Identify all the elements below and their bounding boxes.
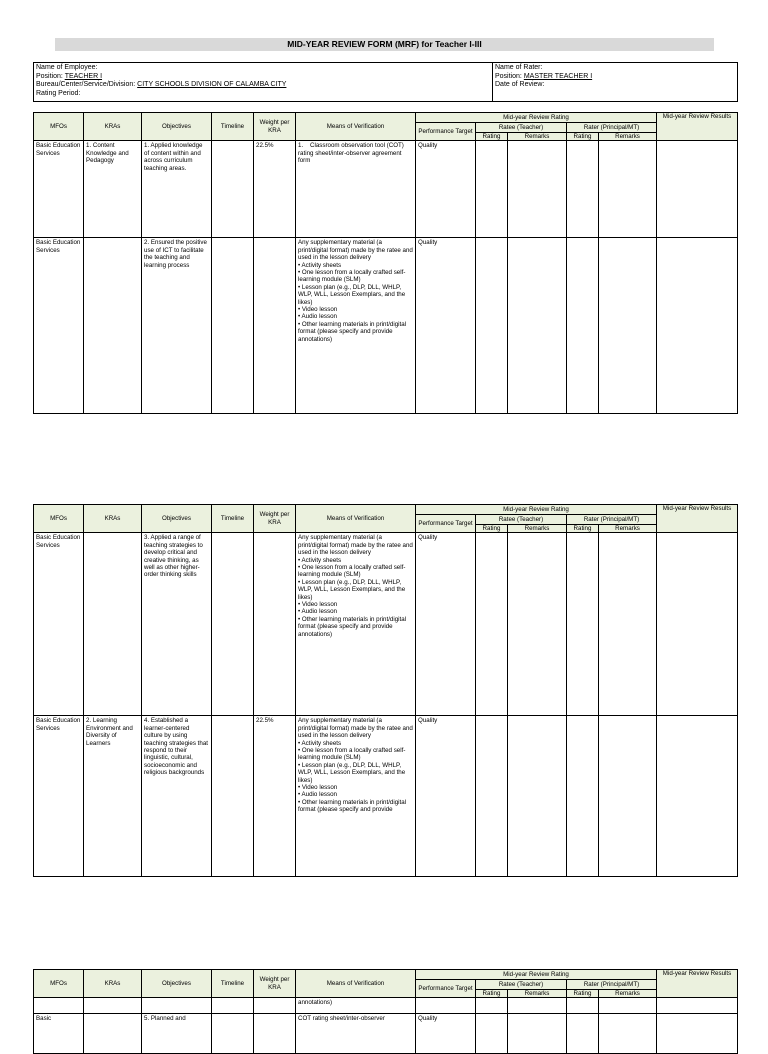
- header-rater-rating: Rating: [567, 133, 599, 141]
- rater-rating-cell[interactable]: [567, 998, 599, 1014]
- rater-remarks-cell[interactable]: [599, 533, 657, 716]
- rater-rating-cell[interactable]: [567, 238, 599, 414]
- weight-cell: [254, 998, 296, 1014]
- table-row: [34, 1014, 738, 1054]
- mov-cell: COT rating sheet/inter-observer: [296, 1014, 416, 1054]
- header-performance-target: Performance Target: [416, 980, 476, 998]
- employee-bureau: Bureau/Center/Service/Division: CITY SCHOOLS DIVISION OF CALAMBA CITY: [36, 81, 287, 88]
- target-cell: [416, 998, 476, 1014]
- header-rater-remarks: Remarks: [599, 990, 657, 998]
- weight-cell: [254, 1014, 296, 1054]
- timeline-cell: [212, 533, 254, 716]
- review-table-1: [33, 112, 738, 414]
- review-date: Date of Review:: [495, 81, 545, 88]
- header-weight: Weight per KRA: [254, 113, 296, 141]
- employee-position: Position: TEACHER I: [36, 72, 103, 80]
- objective-cell: 2. Ensured the positive use of ICT to facilitate the teaching and learning process: [142, 238, 212, 414]
- header-rater-rating: Rating: [567, 525, 599, 533]
- ratee-rating-cell[interactable]: [476, 998, 508, 1014]
- ratee-rating-cell[interactable]: [476, 141, 508, 238]
- rater-remarks-cell[interactable]: [599, 238, 657, 414]
- ratee-remarks-cell[interactable]: [508, 533, 567, 716]
- mfo-cell: Basic Education Services: [34, 238, 84, 414]
- table-row: [34, 716, 738, 877]
- timeline-cell: [212, 716, 254, 877]
- ratee-rating-cell[interactable]: [476, 1014, 508, 1054]
- mfo-cell: Basic Education Services: [34, 716, 84, 877]
- results-cell[interactable]: [657, 1014, 738, 1054]
- header-kras: KRAs: [84, 970, 142, 998]
- rater-remarks-cell[interactable]: [599, 1014, 657, 1054]
- employee-info: [36, 64, 491, 98]
- objective-cell: 4. Established a learner-centered culture by using teaching strategies that respond to their linguistic, cultural, socioeconomic and religious backgrounds: [142, 716, 212, 877]
- mfo-cell: Basic: [34, 1014, 84, 1054]
- rater-rating-cell[interactable]: [567, 141, 599, 238]
- timeline-cell: [212, 141, 254, 238]
- objective-cell: 1. Applied knowledge of content within and across curriculum teaching areas.: [142, 141, 212, 238]
- header-rater: Rater (Principal/MT): [567, 123, 657, 133]
- target-cell: Quality: [416, 238, 476, 414]
- header-rater-remarks: Remarks: [599, 133, 657, 141]
- rater-remarks-cell[interactable]: [599, 998, 657, 1014]
- objective-cell: 5. Planned and: [142, 1014, 212, 1054]
- results-cell[interactable]: [657, 998, 738, 1014]
- objective-cell: [142, 998, 212, 1014]
- kra-cell: [84, 998, 142, 1014]
- header-objectives: Objectives: [142, 505, 212, 533]
- rating-period: Rating Period:: [36, 89, 81, 97]
- kra-cell: [84, 238, 142, 414]
- header-ratee: Ratee (Teacher): [476, 123, 567, 133]
- kra-cell: [84, 533, 142, 716]
- weight-cell: 22.5%: [254, 716, 296, 877]
- header-mid-year-rating: Mid-year Review Rating: [416, 970, 657, 980]
- ratee-remarks-cell[interactable]: [508, 998, 567, 1014]
- target-cell: Quality: [416, 141, 476, 238]
- header-ratee-remarks: Remarks: [508, 133, 567, 141]
- header-kras: KRAs: [84, 113, 142, 141]
- mov-cell: Any supplementary material (a print/digital format) made by the ratee and used in the lesson delivery • Activity sheets • One lesson from a locally crafted self-learning module (SLM) • Lesson plan (e.g., DLP, DLL, WHLP, WLP, WLL, Lesson Exemplars, and the likes) • Video lesson • Audio lesson • Other learning materials in print/digital format (please specify and provide annotations): [296, 533, 416, 716]
- rater-info: [492, 63, 737, 101]
- mfo-cell: Basic Education Services: [34, 141, 84, 238]
- header-weight: Weight per KRA: [254, 505, 296, 533]
- mov-cell: Any supplementary material (a print/digital format) made by the ratee and used in the lesson delivery • Activity sheets • One lesson from a locally crafted self-learning module (SLM) • Lesson plan (e.g., DLP, DLL, WHLP, WLP, WLL, Lesson Exemplars, and the likes) • Video lesson • Audio lesson • Other learning materials in print/digital format (please specify and provide: [296, 716, 416, 877]
- header-objectives: Objectives: [142, 970, 212, 998]
- rater-rating-cell[interactable]: [567, 1014, 599, 1054]
- results-cell[interactable]: [657, 533, 738, 716]
- rater-rating-cell[interactable]: [567, 533, 599, 716]
- results-cell[interactable]: [657, 141, 738, 238]
- header-kras: KRAs: [84, 505, 142, 533]
- header-timeline: Timeline: [212, 505, 254, 533]
- timeline-cell: [212, 238, 254, 414]
- header-performance-target: Performance Target: [416, 123, 476, 141]
- header-rater-rating: Rating: [567, 990, 599, 998]
- ratee-remarks-cell[interactable]: [508, 238, 567, 414]
- table-row: [34, 998, 738, 1014]
- header-mid-year-results: Mid-year Review Results: [657, 970, 738, 998]
- header-ratee-rating: Rating: [476, 990, 508, 998]
- header-objectives: Objectives: [142, 113, 212, 141]
- results-cell[interactable]: [657, 238, 738, 414]
- header-mov: Means of Verification: [296, 970, 416, 998]
- rater-rating-cell[interactable]: [567, 716, 599, 877]
- rater-name: Name of Rater:: [495, 64, 543, 71]
- employee-name: Name of Employee:: [36, 64, 98, 71]
- target-cell: Quality: [416, 533, 476, 716]
- weight-cell: 22.5%: [254, 141, 296, 238]
- header-performance-target: Performance Target: [416, 515, 476, 533]
- timeline-cell: [212, 998, 254, 1014]
- header-ratee-remarks: Remarks: [508, 525, 567, 533]
- mov-cell: Any supplementary material (a print/digital format) made by the ratee and used in the lesson delivery • Activity sheets • One lesson from a locally crafted self-learning module (SLM) • Lesson plan (e.g., DLP, DLL, WHLP, WLP, WLL, Lesson Exemplars, and the likes) • Video lesson • Audio lesson • Other learning materials in print/digital format (please specify and provide annotations): [296, 238, 416, 414]
- header-timeline: Timeline: [212, 113, 254, 141]
- header-rater: Rater (Principal/MT): [567, 980, 657, 990]
- ratee-remarks-cell[interactable]: [508, 1014, 567, 1054]
- target-cell: Quality: [416, 716, 476, 877]
- header-rater-remarks: Remarks: [599, 525, 657, 533]
- mov-cell: annotations): [296, 998, 416, 1014]
- header-ratee: Ratee (Teacher): [476, 980, 567, 990]
- mfo-cell: Basic Education Services: [34, 533, 84, 716]
- ratee-rating-cell[interactable]: [476, 238, 508, 414]
- header-ratee-remarks: Remarks: [508, 990, 567, 998]
- ratee-remarks-cell[interactable]: [508, 141, 567, 238]
- header-ratee-rating: Rating: [476, 133, 508, 141]
- table-row: [34, 141, 738, 238]
- header-mid-year-results: Mid-year Review Results: [657, 113, 738, 141]
- table-row: [34, 238, 738, 414]
- mfo-cell: [34, 998, 84, 1014]
- ratee-rating-cell[interactable]: [476, 716, 508, 877]
- review-table-2: [33, 504, 738, 877]
- header-weight: Weight per KRA: [254, 970, 296, 998]
- timeline-cell: [212, 1014, 254, 1054]
- header-rater: Rater (Principal/MT): [567, 515, 657, 525]
- header-timeline: Timeline: [212, 970, 254, 998]
- ratee-rating-cell[interactable]: [476, 533, 508, 716]
- weight-cell: [254, 533, 296, 716]
- ratee-remarks-cell[interactable]: [508, 716, 567, 877]
- header-mfos: MFOs: [34, 970, 84, 998]
- form-title: MID-YEAR REVIEW FORM (MRF) for Teacher I-III: [55, 38, 714, 51]
- table-row: [34, 533, 738, 716]
- header-mfos: MFOs: [34, 113, 84, 141]
- target-cell: Quality: [416, 1014, 476, 1054]
- rater-position: Position: MASTER TEACHER I: [495, 72, 593, 80]
- header-mid-year-rating: Mid-year Review Rating: [416, 505, 657, 515]
- kra-cell: [84, 1014, 142, 1054]
- employee-info-box: [33, 62, 738, 102]
- mov-cell: 1. Classroom observation tool (COT) rating sheet/inter-observer agreement form: [296, 141, 416, 238]
- header-mov: Means of Verification: [296, 505, 416, 533]
- header-mid-year-rating: Mid-year Review Rating: [416, 113, 657, 123]
- kra-cell: 1. Content Knowledge and Pedagogy: [84, 141, 142, 238]
- header-mid-year-results: Mid-year Review Results: [657, 505, 738, 533]
- header-ratee: Ratee (Teacher): [476, 515, 567, 525]
- review-table-3: [33, 969, 738, 1054]
- rater-remarks-cell[interactable]: [599, 141, 657, 238]
- kra-cell: 2. Learning Environment and Diversity of Learners: [84, 716, 142, 877]
- objective-cell: 3. Applied a range of teaching strategies to develop critical and creative thinking, as well as other higher-order thinking skills: [142, 533, 212, 716]
- results-cell[interactable]: [657, 716, 738, 877]
- header-ratee-rating: Rating: [476, 525, 508, 533]
- rater-remarks-cell[interactable]: [599, 716, 657, 877]
- weight-cell: [254, 238, 296, 414]
- header-mfos: MFOs: [34, 505, 84, 533]
- header-mov: Means of Verification: [296, 113, 416, 141]
